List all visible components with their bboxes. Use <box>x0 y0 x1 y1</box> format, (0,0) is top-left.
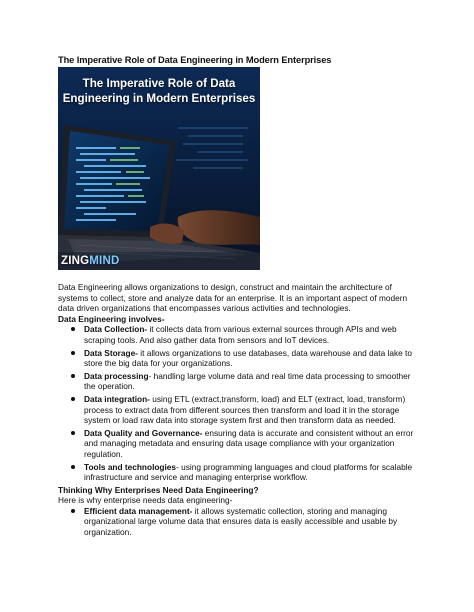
list-item <box>84 394 420 426</box>
hero-title-line: Engineering in Modern Enterprises <box>62 92 256 105</box>
list-item <box>84 506 420 538</box>
hero-title-line: The Imperative Role of Data <box>82 77 236 90</box>
zingmind-logo <box>61 255 119 267</box>
list-item-text: using ETL (extract,transform, load) and ELT (extract, load, transform) process to extract data from different sources then transform and load it in the storage system or load raw data into storage system first and then transform data as needed. <box>84 393 406 426</box>
involves-list <box>58 324 420 482</box>
list-item-text: it collects data from various external sources through APIs and web scraping tools. And also gather data from sensors and IoT devices. <box>84 324 397 345</box>
hero-image <box>58 67 260 270</box>
list-item <box>84 348 420 369</box>
hero-title <box>58 76 260 106</box>
document-body <box>58 282 420 540</box>
list-item <box>84 462 420 483</box>
list-item-text: - handling large volume data and real time data processing to smoother the operation. <box>84 370 411 392</box>
logo-text-accent: MIND <box>89 255 120 267</box>
list-item-term: Data Quality and Governance- <box>84 427 203 438</box>
why-list <box>58 506 420 538</box>
list-item-text: ensuring data is accurate and consistent without an error and managing metadata and ensuring data usage compliance with your organization regulation. <box>84 427 414 459</box>
list-item-term: Data integration- <box>84 393 150 404</box>
list-item-text: it allows organizations to use databases, data warehouse and data lake to store the big data for your organizations. <box>84 347 412 369</box>
document-title: The Imperative Role of Data Engineering in Modern Enterprises <box>58 55 332 65</box>
list-item-term: Data Storage- <box>84 347 138 358</box>
list-item-text: it allows systematic collection, storing and managing organizational large volume data that ensures data is easily accessible and usable by organization. <box>84 505 398 538</box>
list-item <box>84 324 420 345</box>
list-item-term: Data Collection- <box>84 324 148 335</box>
list-item-text: - using programming languages and cloud platforms for scalable infrastructure and service and managing enterprise workflow. <box>84 461 413 483</box>
why-intro-paragraph: Here is why enterprise needs data engineering- <box>58 495 233 506</box>
list-item-term: Tools and technologies <box>84 461 177 472</box>
list-item-term: Efficient data management- <box>84 505 193 516</box>
section-heading: Data Engineering involves- <box>58 313 165 324</box>
list-item <box>84 428 420 460</box>
section-heading: Thinking Why Enterprises Need Data Engineering? <box>58 484 259 495</box>
intro-paragraph: Data Engineering allows organizations to design, construct and maintain the architecture of systems to collect, store and analyze data for an enterprise. It is an important aspect of modern data driven organizations that encompasses various activities and technologies. <box>58 282 408 314</box>
list-item-term: Data processing <box>84 370 149 381</box>
logo-text: ZING <box>61 255 90 267</box>
list-item <box>84 371 420 392</box>
